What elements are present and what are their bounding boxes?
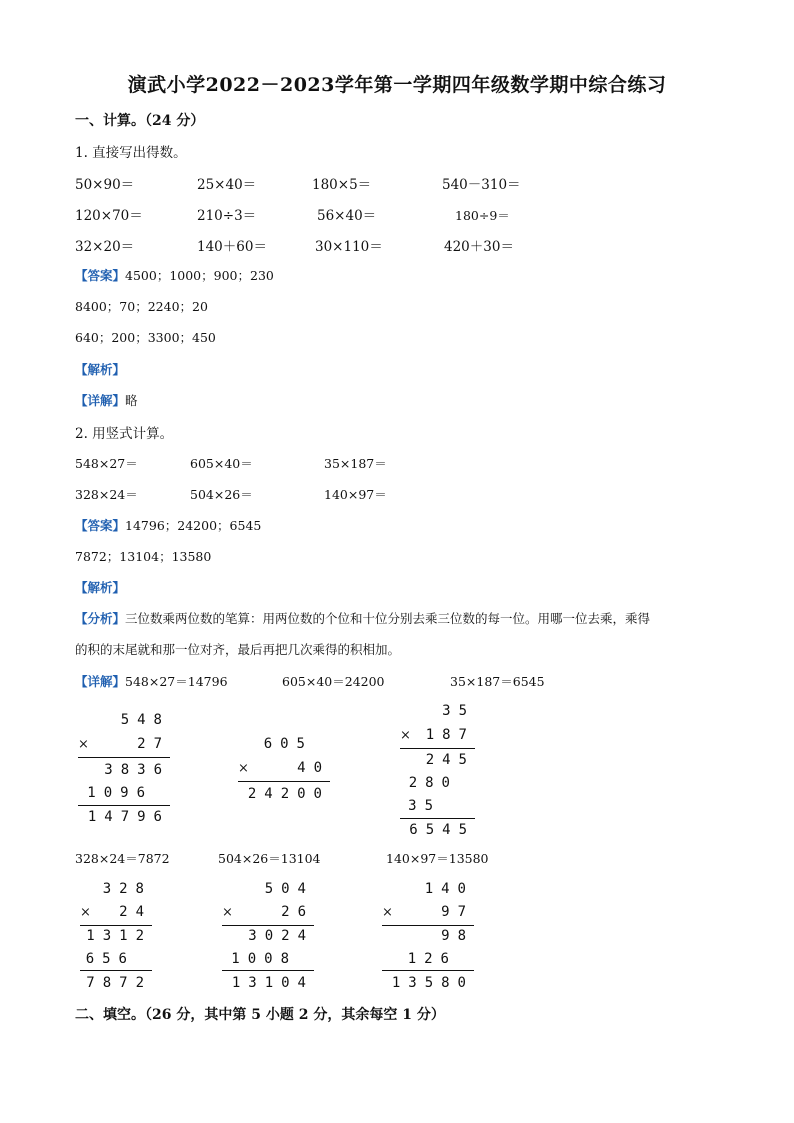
q2-answer-line	[75, 516, 261, 534]
q2-item: 328×24＝	[75, 487, 138, 502]
q1-answer-text: 8400；70；2240；20	[75, 299, 208, 314]
times-sign: ×	[382, 905, 393, 920]
vertical-calc-5	[222, 881, 314, 996]
rule-line	[80, 970, 152, 971]
rule-line	[222, 970, 314, 971]
times-sign: ×	[400, 728, 411, 743]
section-2-heading: 二、填空。（26 分，其中第 5 小题 2 分，其余每空 1 分）	[75, 1007, 445, 1023]
multiplier: 27	[137, 736, 170, 752]
rule-line	[222, 925, 314, 926]
partial-product: 1312	[86, 928, 152, 944]
q2-answer-text: 7872；13104；13580	[75, 549, 212, 564]
equation: 605×40＝24200	[282, 674, 385, 689]
partial-product: 656	[85, 951, 135, 967]
multiplier: 187	[425, 727, 475, 743]
vertical-calc-3	[400, 703, 475, 843]
partial-product: 3836	[104, 762, 170, 778]
answer-tag: 【答案】	[75, 268, 126, 283]
q2-heading: 2. 用竖式计算。	[75, 426, 174, 442]
q1-answer-text: 640；200；3300；450	[75, 330, 216, 345]
vertical-calc-6	[382, 881, 474, 996]
multiplier: 97	[441, 904, 474, 920]
q1-heading: 1. 直接写出得数。	[75, 145, 187, 161]
partial-product: 1008	[231, 951, 297, 967]
equation: 504×26＝13104	[218, 851, 321, 866]
vertical-calc-2	[238, 736, 330, 806]
q2-detail-line	[75, 672, 228, 690]
q1-item: 140＋60＝	[197, 239, 267, 255]
q1-item: 210÷3＝	[197, 208, 257, 224]
detail-tag: 【详解】	[75, 393, 126, 408]
q2-item: 35×187＝	[324, 456, 387, 471]
rule-line	[78, 757, 170, 758]
partial-product: 3024	[248, 928, 314, 944]
equation: 140×97＝13580	[386, 851, 489, 866]
q2-analysis-line	[75, 609, 650, 627]
partial-product: 98	[441, 928, 474, 944]
multiplicand: 504	[264, 881, 314, 897]
multiplicand: 35	[442, 703, 475, 719]
multiplicand: 140	[424, 881, 474, 897]
q1-item: 25×40＝	[197, 177, 257, 193]
multiplier: 40	[297, 760, 330, 776]
q1-item: 32×20＝	[75, 239, 135, 255]
vertical-calc-4	[80, 881, 152, 996]
partial-product: 126	[407, 951, 457, 967]
rule-line	[400, 748, 475, 749]
q1-item: 180÷9＝	[455, 208, 510, 223]
multiplier: 24	[119, 904, 152, 920]
analysis-tag: 【解析】	[75, 580, 126, 595]
answer-text: 14796；24200；6545	[125, 518, 262, 533]
product: 24200	[247, 786, 330, 802]
q2-item: 605×40＝	[190, 456, 253, 471]
equation: 328×24＝7872	[75, 851, 170, 866]
rule-line	[382, 925, 474, 926]
q1-answer-line	[75, 266, 274, 284]
analysis-tag: 【解析】	[75, 362, 126, 377]
fenxi-text: 三位数乘两位数的笔算：用两位数的个位和十位分别去乘三位数的每一位。用哪一位去乘，乘得	[125, 611, 651, 626]
q1-item: 56×40＝	[317, 208, 377, 224]
multiplicand: 548	[120, 712, 170, 728]
multiplier: 26	[281, 904, 314, 920]
q1-item: 540－310＝	[442, 177, 521, 193]
times-sign: ×	[80, 905, 91, 920]
partial-product: 245	[425, 752, 475, 768]
q1-item: 180×5＝	[312, 177, 372, 193]
rule-line	[400, 818, 475, 819]
q1-item: 420＋30＝	[444, 239, 514, 255]
rule-line	[382, 970, 474, 971]
q1-detail-line	[75, 391, 138, 409]
q2-item: 140×97＝	[324, 487, 387, 502]
detail-tag: 【详解】	[75, 674, 126, 689]
product: 13580	[391, 975, 474, 991]
q1-item: 30×110＝	[315, 239, 383, 255]
q1-item: 120×70＝	[75, 208, 143, 224]
product: 13104	[231, 975, 314, 991]
vertical-calc-1	[78, 712, 170, 832]
answer-text: 4500；1000；900；230	[125, 268, 274, 283]
partial-product: 1096	[87, 785, 153, 801]
detail-text: 略	[125, 393, 138, 408]
partial-product: 35	[408, 798, 441, 814]
q2-item: 548×27＝	[75, 456, 138, 471]
times-sign: ×	[222, 905, 233, 920]
multiplicand: 605	[263, 736, 313, 752]
q1-item: 50×90＝	[75, 177, 135, 193]
fenxi-tag: 【分析】	[75, 611, 126, 626]
equation: 548×27＝14796	[125, 674, 228, 689]
product: 7872	[86, 975, 152, 991]
times-sign: ×	[238, 761, 249, 776]
section-1-heading: 一、计算。（24 分）	[75, 113, 205, 129]
fenxi-text-cont: 的积的末尾就和那一位对齐，最后再把几次乘得的积相加。	[75, 642, 401, 657]
rule-line	[78, 805, 170, 806]
equation: 35×187＝6545	[450, 674, 545, 689]
q2-item: 504×26＝	[190, 487, 253, 502]
rule-line	[80, 925, 152, 926]
page-title: 演武小学2022－2023学年第一学期四年级数学期中综合练习	[127, 74, 667, 96]
product: 6545	[409, 822, 475, 838]
multiplicand: 328	[102, 881, 152, 897]
partial-product: 280	[408, 775, 458, 791]
product: 14796	[87, 809, 170, 825]
rule-line	[238, 781, 330, 782]
answer-tag: 【答案】	[75, 518, 126, 533]
times-sign: ×	[78, 737, 89, 752]
